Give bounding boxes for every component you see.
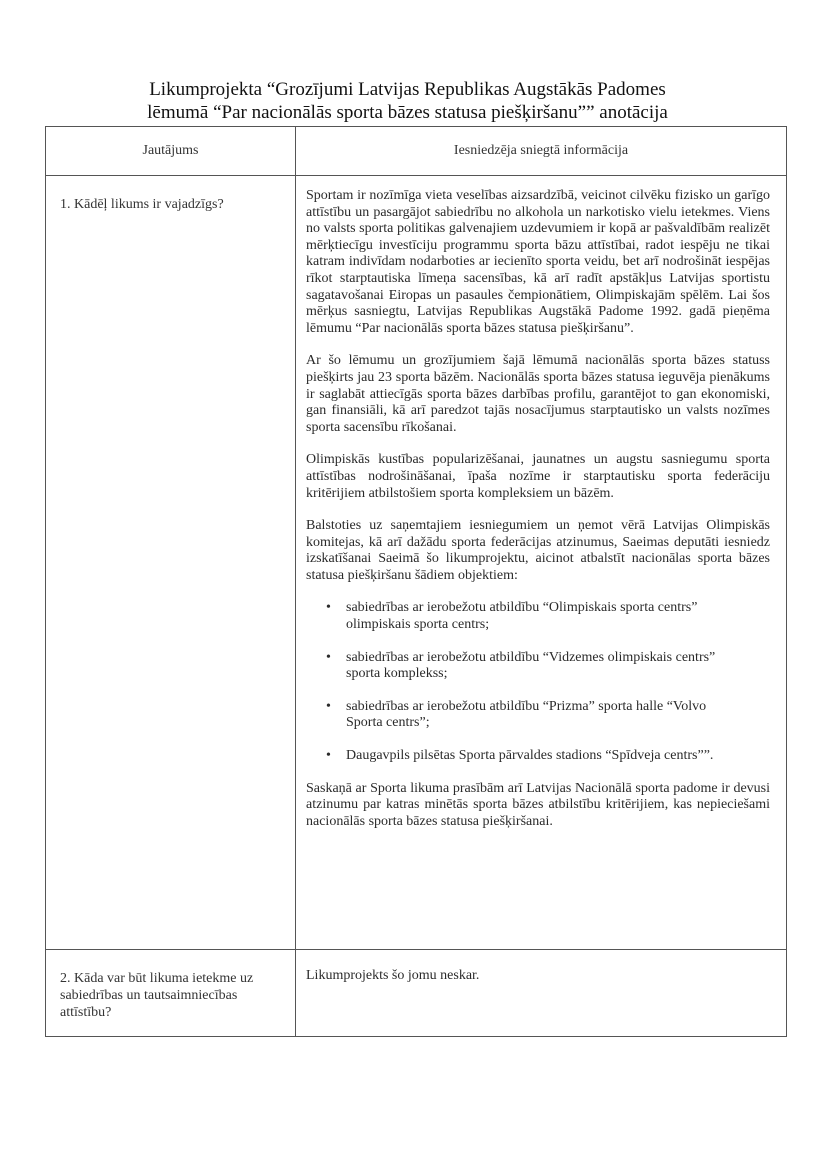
question-cell	[46, 176, 296, 949]
question-text: 2. Kāda var būt likuma ietekme uz sabiedrības un tautsaimniecības attīstību?	[60, 971, 254, 1020]
answer-cell	[296, 950, 786, 1036]
table-row	[46, 950, 786, 1036]
list-item-text: Daugavpils pilsētas Sporta pārvaldes stadions “Spīdveja centrs””.	[346, 748, 714, 764]
list-item	[326, 698, 770, 732]
list-item-text: sabiedrības ar ierobežotu atbildību “Vidzemes olimpiskais centrs” sporta komplekss;	[346, 649, 716, 682]
header-answer-label: Iesniedzēja sniegtā informācija	[453, 143, 629, 158]
title-line-1: Likumprojekta “Grozījumi Latvijas Republikas Augstākās Padomes	[149, 79, 666, 100]
list-item	[326, 649, 770, 683]
list-item	[326, 748, 770, 765]
bullet-icon: •	[326, 698, 331, 714]
header-answer-cell	[296, 127, 786, 175]
question-text: 1. Kādēļ likums ir vajadzīgs?	[60, 197, 224, 212]
header-question-label: Jautājums	[142, 143, 199, 158]
answer-paragraph-2: Ar šo lēmumu un grozījumiem šajā lēmumā nacionālās sporta bāzes statuss piešķirts jau 23 sporta bāzēm. Nacionālās sporta bāzes statusa ieguvēja pienākums ir saglabāt attiecīgās sporta bāzes darbības profilu, garantējot to gan ekonomiski, gan finansiāli, kā arī paredzot tajās nosacījumus starptautisko un valsts nozīmes sporta sacensību rīkošanai.	[306, 353, 770, 435]
annotation-table	[45, 126, 787, 1037]
list-item-text: sabiedrības ar ierobežotu atbildību “Olimpiskais sporta centrs” olimpiskais sporta centrs;	[346, 600, 698, 633]
answer-text	[296, 176, 786, 830]
objects-list	[306, 600, 770, 764]
answer-cell	[296, 176, 786, 949]
table-header-row	[46, 127, 786, 176]
header-question-cell	[46, 127, 296, 175]
answer-paragraph-3: Olimpiskās kustības popularizēšanai, jaunatnes un augstu sasniegumu sporta attīstības nodrošināšanai, īpaša nozīme ir starptautisku sporta federāciju kritērijiem atbilstošiem sporta kompleksiem un bāzēm.	[306, 452, 770, 501]
list-item	[326, 600, 770, 633]
answer-paragraph-1: Sportam ir nozīmīga vieta veselības aizsardzībā, veicinot cilvēku fizisko un garīgo attīstību un pasargājot sabiedrību no alkohola un narkotisko vielu ietekmes. Viens no valsts sporta politikas galvenajiem uzdevumiem ir kopā ar pašvaldībām realizēt mērķtiecīgu investīciju programmu sporta bāzu attīstībai, radot iespēju ne tikai katram indivīdam nodarboties ar iecienīto sporta veidu, bet arī nodrošināt iespējas rīkot starptautiska līmeņa sacensības, kā arī radīt apstākļus Latvijas sportistu sagatavošanai Eiropas un pasaules čempionātiem, Olimpiskajām spēlēm. Lai šos mērķus sasniegtu, Latvijas Republikas Augstākā Padome 1992. gadā pieņēma lēmumu “Par nacionālās sporta bāzes statusa piešķiršanu”.	[306, 188, 770, 336]
bullet-icon: •	[326, 748, 331, 764]
bullet-icon: •	[326, 600, 331, 616]
bullet-icon: •	[326, 649, 331, 665]
title-line-2: lēmumā “Par nacionālās sporta bāzes statusa piešķiršanu”” anotācija	[147, 102, 668, 123]
table-row	[46, 176, 786, 950]
answer-paragraph-5: Saskaņā ar Sporta likuma prasībām arī Latvijas Nacionālā sporta padome ir devusi atzinumu par katras minētās sporta bāzes atbilstību kritērijiem, kas nepieciešami nacionālās sporta bāzes statusa piešķiršanai.	[306, 780, 770, 829]
answer-text: Likumprojekts šo jomu neskar.	[306, 968, 480, 983]
list-item-text: sabiedrības ar ierobežotu atbildību “Prizma” sporta halle “Volvo Sporta centrs”;	[346, 698, 707, 731]
answer-paragraph-4: Balstoties uz saņemtajiem iesniegumiem un ņemot vērā Latvijas Olimpiskās komitejas, kā arī dažādu sporta federācijas atzinumus, Saeimas deputāti iesniedz izskatīšanai Saeimā šo likumprojektu, aicinot atbalstīt nacionālas sporta bāzes statusa piešķiršanu šādiem objektiem:	[306, 518, 770, 583]
document-title	[0, 78, 815, 124]
question-cell	[46, 950, 296, 1036]
